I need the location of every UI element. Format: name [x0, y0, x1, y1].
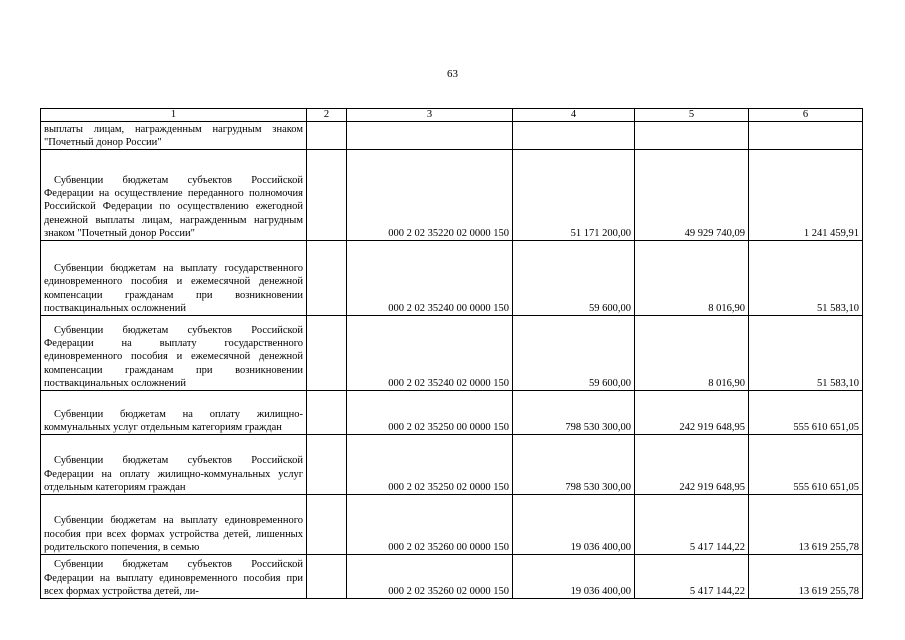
row-fact: 8 016,90	[635, 316, 749, 391]
table-row	[41, 495, 863, 555]
row-diff: 555 610 651,05	[749, 435, 863, 495]
column-header: 2	[307, 109, 347, 122]
header-row	[41, 109, 863, 122]
row-col2	[307, 555, 347, 599]
row-name: Субвенции бюджетам на выплату единовременного пособия при всех формах устройства детей, лишенных родительского попечения, в семью	[41, 495, 307, 555]
row-name: Субвенции бюджетам на выплату государственного единовременного пособия и ежемесячной денежной компенсации гражданам при возникновении поствакцинальных осложнений	[41, 241, 307, 316]
row-name: Субвенции бюджетам субъектов Российской Федерации на выплату единовременного пособия при всех формах устройства детей, ли-	[41, 555, 307, 599]
row-code: 000 2 02 35260 00 0000 150	[347, 495, 513, 555]
row-fact: 242 919 648,95	[635, 391, 749, 435]
row-plan: 19 036 400,00	[513, 495, 635, 555]
row-diff: 51 583,10	[749, 241, 863, 316]
row-name: Субвенции бюджетам субъектов Российской Федерации на оплату жилищно-коммунальных услуг отдельным категориям граждан	[41, 435, 307, 495]
row-fact: 8 016,90	[635, 241, 749, 316]
row-col2	[307, 150, 347, 241]
row-fact: 49 929 740,09	[635, 150, 749, 241]
row-name: выплаты лицам, награжденным нагрудным знаком "Почетный донор России"	[41, 122, 307, 150]
row-code: 000 2 02 35220 02 0000 150	[347, 150, 513, 241]
table-row	[41, 555, 863, 599]
row-diff	[749, 122, 863, 150]
row-col2	[307, 391, 347, 435]
row-col2	[307, 316, 347, 391]
row-name: Субвенции бюджетам субъектов Российской Федерации на выплату государственного единовременного пособия и ежемесячной денежной компенсации гражданам при возникновении поствакцинальных осложнений	[41, 316, 307, 391]
table-row	[41, 391, 863, 435]
table-row	[41, 316, 863, 391]
row-plan: 798 530 300,00	[513, 435, 635, 495]
row-plan: 798 530 300,00	[513, 391, 635, 435]
row-col2	[307, 435, 347, 495]
row-name: Субвенции бюджетам на оплату жилищно-коммунальных услуг отдельным категориям граждан	[41, 391, 307, 435]
row-diff: 1 241 459,91	[749, 150, 863, 241]
row-plan: 59 600,00	[513, 241, 635, 316]
column-header: 3	[347, 109, 513, 122]
row-code: 000 2 02 35240 02 0000 150	[347, 316, 513, 391]
row-plan: 19 036 400,00	[513, 555, 635, 599]
column-header: 6	[749, 109, 863, 122]
row-fact: 242 919 648,95	[635, 435, 749, 495]
row-plan: 59 600,00	[513, 316, 635, 391]
row-diff: 555 610 651,05	[749, 391, 863, 435]
row-name: Субвенции бюджетам субъектов Российской Федерации на осуществление переданного полномочия Российской Федерации по осуществлению ежегодной денежной выплаты лицам, награжденным нагрудным знаком "Почетный донор России"	[41, 150, 307, 241]
row-code: 000 2 02 35250 02 0000 150	[347, 435, 513, 495]
budget-table	[40, 108, 863, 599]
row-diff: 51 583,10	[749, 316, 863, 391]
row-code: 000 2 02 35240 00 0000 150	[347, 241, 513, 316]
column-header: 4	[513, 109, 635, 122]
row-fact: 5 417 144,22	[635, 495, 749, 555]
row-diff: 13 619 255,78	[749, 555, 863, 599]
table-row	[41, 150, 863, 241]
column-header: 5	[635, 109, 749, 122]
row-code	[347, 122, 513, 150]
row-code: 000 2 02 35260 02 0000 150	[347, 555, 513, 599]
page-number: 63	[447, 68, 458, 80]
row-fact: 5 417 144,22	[635, 555, 749, 599]
row-code: 000 2 02 35250 00 0000 150	[347, 391, 513, 435]
row-col2	[307, 495, 347, 555]
row-plan	[513, 122, 635, 150]
row-diff: 13 619 255,78	[749, 495, 863, 555]
row-col2	[307, 122, 347, 150]
table-row	[41, 435, 863, 495]
table-row	[41, 122, 863, 150]
table-row	[41, 241, 863, 316]
row-plan: 51 171 200,00	[513, 150, 635, 241]
row-col2	[307, 241, 347, 316]
column-header: 1	[41, 109, 307, 122]
row-fact	[635, 122, 749, 150]
